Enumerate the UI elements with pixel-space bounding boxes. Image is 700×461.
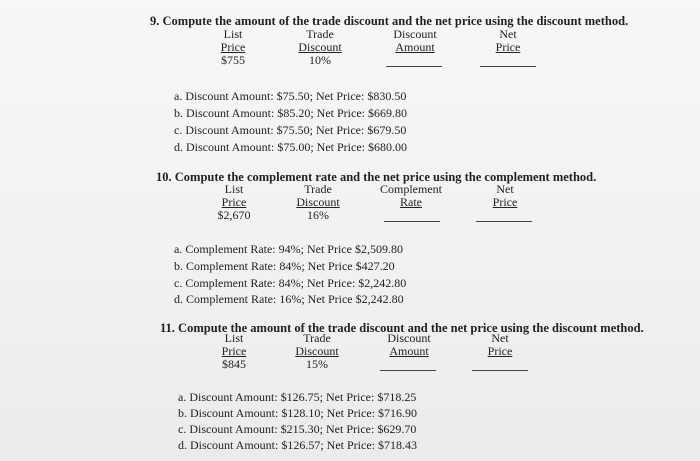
q9-discount-amount-blank xyxy=(386,66,442,67)
q9-amount-label: Amount xyxy=(395,40,435,54)
q10-net-label: Net xyxy=(496,182,514,196)
q10-net-price-column xyxy=(479,183,531,209)
q9-list-label: List xyxy=(223,27,243,41)
q9-choice-d[interactable]: d. Discount Amount: $75.00; Net Price: $680.00 xyxy=(174,140,407,154)
q9-choice-b[interactable]: b. Discount Amount: $85.20; Net Price: $669.80 xyxy=(174,106,407,120)
q11-amount-label: Amount xyxy=(389,344,429,358)
q9-trade-discount-value: 10% xyxy=(309,53,331,67)
q11-choice-c[interactable]: c. Discount Amount: $215.30; Net Price: $629.70 xyxy=(178,422,417,436)
q10-choice-b[interactable]: b. Complement Rate: 84%; Net Price $427.20 xyxy=(174,259,395,273)
q11-net-price-label: Price xyxy=(487,344,513,358)
q10-list-label: List xyxy=(224,182,244,196)
q10-trade-discount-value: 16% xyxy=(307,208,329,222)
q9-net-price-label: Price xyxy=(495,40,521,54)
q10-trade-discount-column xyxy=(286,183,350,222)
q9-discount-amount-column xyxy=(384,28,446,54)
q11-trade-label: Trade xyxy=(303,331,331,345)
q10-price-label: Price xyxy=(221,195,247,209)
q10-net-price-blank xyxy=(476,221,532,222)
q11-discount-amount-column xyxy=(377,332,441,358)
q10-choice-a[interactable]: a. Complement Rate: 94%; Net Price $2,509.80 xyxy=(174,242,403,256)
q10-complement-label: Complement xyxy=(380,182,442,196)
q11-choice-a[interactable]: a. Discount Amount: $126.75; Net Price: $718.25 xyxy=(178,390,417,404)
q11-net-label: Net xyxy=(491,331,509,345)
q10-discount-label: Discount xyxy=(296,195,340,209)
q11-choice-b[interactable]: b. Discount Amount: $128.10; Net Price: $716.90 xyxy=(178,406,417,420)
q9-list-price-value: $755 xyxy=(221,53,245,67)
q9-price-label: Price xyxy=(220,40,246,54)
q10-net-price-label: Price xyxy=(492,195,518,209)
q9-choice-a[interactable]: a. Discount Amount: $75.50; Net Price: $830.50 xyxy=(174,89,407,103)
q10-choice-c[interactable]: c. Complement Rate: 84%; Net Price: $2,242.80 xyxy=(174,276,407,290)
q11-list-label: List xyxy=(224,331,244,345)
q11-net-price-blank xyxy=(472,370,528,371)
q9-discount-label: Discount xyxy=(298,40,342,54)
q10-complement-rate-column xyxy=(375,183,447,209)
q10-rate-label: Rate xyxy=(400,195,422,209)
q9-choice-c[interactable]: c. Discount Amount: $75.50; Net Price: $679.50 xyxy=(174,123,407,137)
q11-trade-discount-value: 15% xyxy=(306,357,328,371)
q11-discount-header: Discount xyxy=(387,331,431,345)
q11-discount-label: Discount xyxy=(295,344,339,358)
q10-list-price-value: $2,670 xyxy=(217,208,251,222)
q9-net-price-column xyxy=(482,28,534,54)
q10-choice-d[interactable]: d. Complement Rate: 16%; Net Price $2,242.80 xyxy=(174,292,404,306)
q11-net-price-column xyxy=(474,332,526,358)
q10-list-price-column xyxy=(207,183,261,222)
q11-trade-discount-column xyxy=(285,332,349,371)
q10-trade-label: Trade xyxy=(304,182,332,196)
q11-list-price-column xyxy=(207,332,261,371)
q11-list-price-value: $845 xyxy=(222,357,246,371)
question-10-title: 10. Compute the complement rate and the net price using the complement method. xyxy=(156,170,597,184)
q9-net-label: Net xyxy=(499,27,517,41)
q11-choice-d[interactable]: d. Discount Amount: $126.57; Net Price: $718.43 xyxy=(178,438,417,452)
question-9-title: 9. Compute the amount of the trade discount and the net price using the discount method. xyxy=(150,14,629,28)
q9-trade-discount-column xyxy=(288,28,352,67)
q10-complement-rate-blank xyxy=(384,221,440,222)
q11-price-label: Price xyxy=(221,344,247,358)
q9-net-price-blank xyxy=(480,66,536,67)
q9-trade-label: Trade xyxy=(306,27,334,41)
q9-list-price-column xyxy=(205,28,261,67)
question-11-title: 11. Compute the amount of the trade discount and the net price using the discount method. xyxy=(160,321,644,335)
q11-discount-amount-blank xyxy=(380,370,436,371)
q9-discount-header: Discount xyxy=(393,27,437,41)
